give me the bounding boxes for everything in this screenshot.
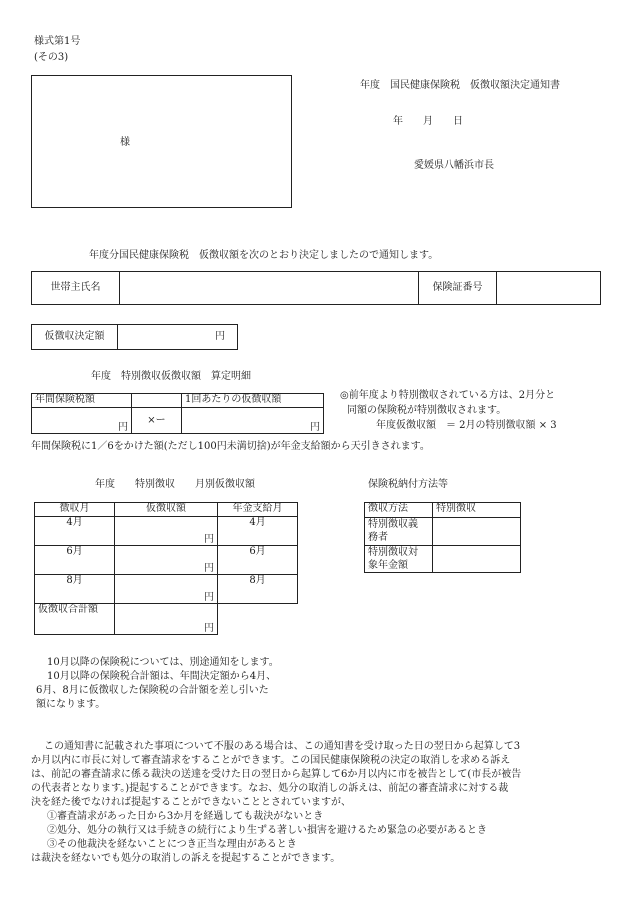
after-note-3: 6月、8月に仮徴収した保険税の合計額を差し引いた: [36, 685, 269, 696]
appeal-line-7: ②処分、処分の執行又は手続きの続行により生ずる著しい損害を避けるため緊急の必要があるとき: [47, 825, 487, 836]
total-unit: 円: [115, 604, 218, 635]
payment-table: [364, 502, 521, 573]
notice-title: 年度 国民健康保険税 仮徴収額決定通知書: [360, 80, 560, 91]
empty-cell: [218, 604, 298, 635]
notice-date: 年 月 日: [393, 116, 463, 127]
table-row: [35, 604, 298, 635]
monthly-header-amount: 仮徴収額: [115, 503, 218, 517]
pension-amount-value: [433, 546, 521, 573]
issuer-name: 愛媛県八幡浜市長: [414, 160, 494, 171]
household-table: [31, 271, 601, 305]
appeal-line-9: は裁決を経ないでも処分の取消しの訴えを提起することができます。: [31, 853, 341, 864]
form-number: 様式第1号: [34, 36, 81, 47]
table-row: [35, 575, 298, 604]
pension-month-cell: 8月: [218, 575, 298, 604]
amount-cell: 円: [115, 517, 218, 546]
multiplier: ×ー: [132, 408, 182, 434]
appeal-line-6: ①審査請求があった日から3か月を経過しても裁決がないとき: [47, 811, 324, 822]
obligor-label: 特別徴収義 務者: [365, 518, 433, 546]
annual-tax-label: 年間保険税額: [32, 394, 132, 408]
method-label: 徴収方法: [365, 503, 433, 518]
household-head-value: [120, 272, 419, 305]
household-head-label: 世帯主氏名: [32, 272, 120, 305]
monthly-table: [34, 502, 298, 635]
after-note-1: 10月以降の保険税については、別途通知をします。: [47, 657, 279, 668]
special-explain: 年間保険税に1／6をかけた額(ただし100円未満切捨)が年金支給額から天引きされます。: [31, 441, 430, 452]
pension-month-cell: 6月: [218, 546, 298, 575]
special-note-line-1: ◎前年度より特別徴収されている方は、2月分と: [340, 390, 556, 401]
form-sub-number: (その3): [34, 52, 69, 63]
decision-amount-unit: 円: [118, 325, 238, 350]
appeal-line-3: は、前記の審査請求に係る裁決の送達を受けた日の翌日から起算して6か月以内に市を被告として(市長が被告: [31, 769, 522, 780]
appeal-line-5: 決を経た後でなければ提起することができないこととされていますが、: [31, 797, 351, 808]
monthly-header-pension: 年金支給月: [218, 503, 298, 517]
per-collection-label: 1回あたりの仮徴収額: [182, 394, 324, 408]
appeal-line-8: ③その他裁決を経ないことにつき正当な理由があるとき: [47, 839, 297, 850]
pension-amount-label: 特別徴収対 象年金額: [365, 546, 433, 573]
monthly-heading: 年度 特別徴収 月別仮徴収額: [95, 479, 255, 490]
after-note-2: 10月以降の保険税合計額は、年間決定額から4月、: [47, 671, 277, 682]
total-label: 仮徴収合計額: [35, 604, 115, 635]
special-calc-table: [31, 393, 324, 434]
appeal-line-4: の代表者となります。)提起することができます。なお、処分の取消しの訴えは、前記の審査請求に対する裁: [31, 783, 509, 794]
blank-cell: [132, 394, 182, 408]
special-note-line-2: 同額の保険税が特別徴収されます。: [347, 405, 507, 416]
special-heading: 年度 特別徴収仮徴収額 算定明細: [91, 371, 251, 382]
insurance-number-value: [497, 272, 601, 305]
pension-month-cell: 4月: [218, 517, 298, 546]
intro-text: 年度分国民健康保険税 仮徴収額を次のとおり決定しましたので通知します。: [89, 250, 439, 261]
table-row: [35, 546, 298, 575]
per-collection-unit: 円: [182, 408, 324, 434]
table-row: [35, 517, 298, 546]
month-cell: 6月: [35, 546, 115, 575]
annual-tax-unit: 円: [32, 408, 132, 434]
month-cell: 8月: [35, 575, 115, 604]
after-note-4: 額になります。: [36, 699, 106, 710]
appeal-line-2: か月以内に市長に対して審査請求をすることができます。この国民健康保険税の決定の取消しを求める訴え: [31, 755, 511, 766]
month-cell: 4月: [35, 517, 115, 546]
monthly-header-month: 徴収月: [35, 503, 115, 517]
method-value: 特別徴収: [433, 503, 521, 518]
obligor-value: [433, 518, 521, 546]
decision-amount-table: [31, 324, 238, 350]
insurance-number-label: 保険証番号: [419, 272, 497, 305]
amount-cell: 円: [115, 575, 218, 604]
decision-amount-label: 仮徴収決定額: [32, 325, 118, 350]
payment-heading: 保険税納付方法等: [368, 479, 448, 490]
special-note-line-3: 年度仮徴収額 ＝ 2月の特別徴収額 × 3: [376, 420, 557, 431]
amount-cell: 円: [115, 546, 218, 575]
appeal-line-1: この通知書に記載された事項について不服のある場合は、この通知書を受け取った日の翌日から起算して3: [44, 741, 521, 752]
address-box: [31, 75, 292, 208]
addressee-suffix: 様: [120, 137, 130, 148]
